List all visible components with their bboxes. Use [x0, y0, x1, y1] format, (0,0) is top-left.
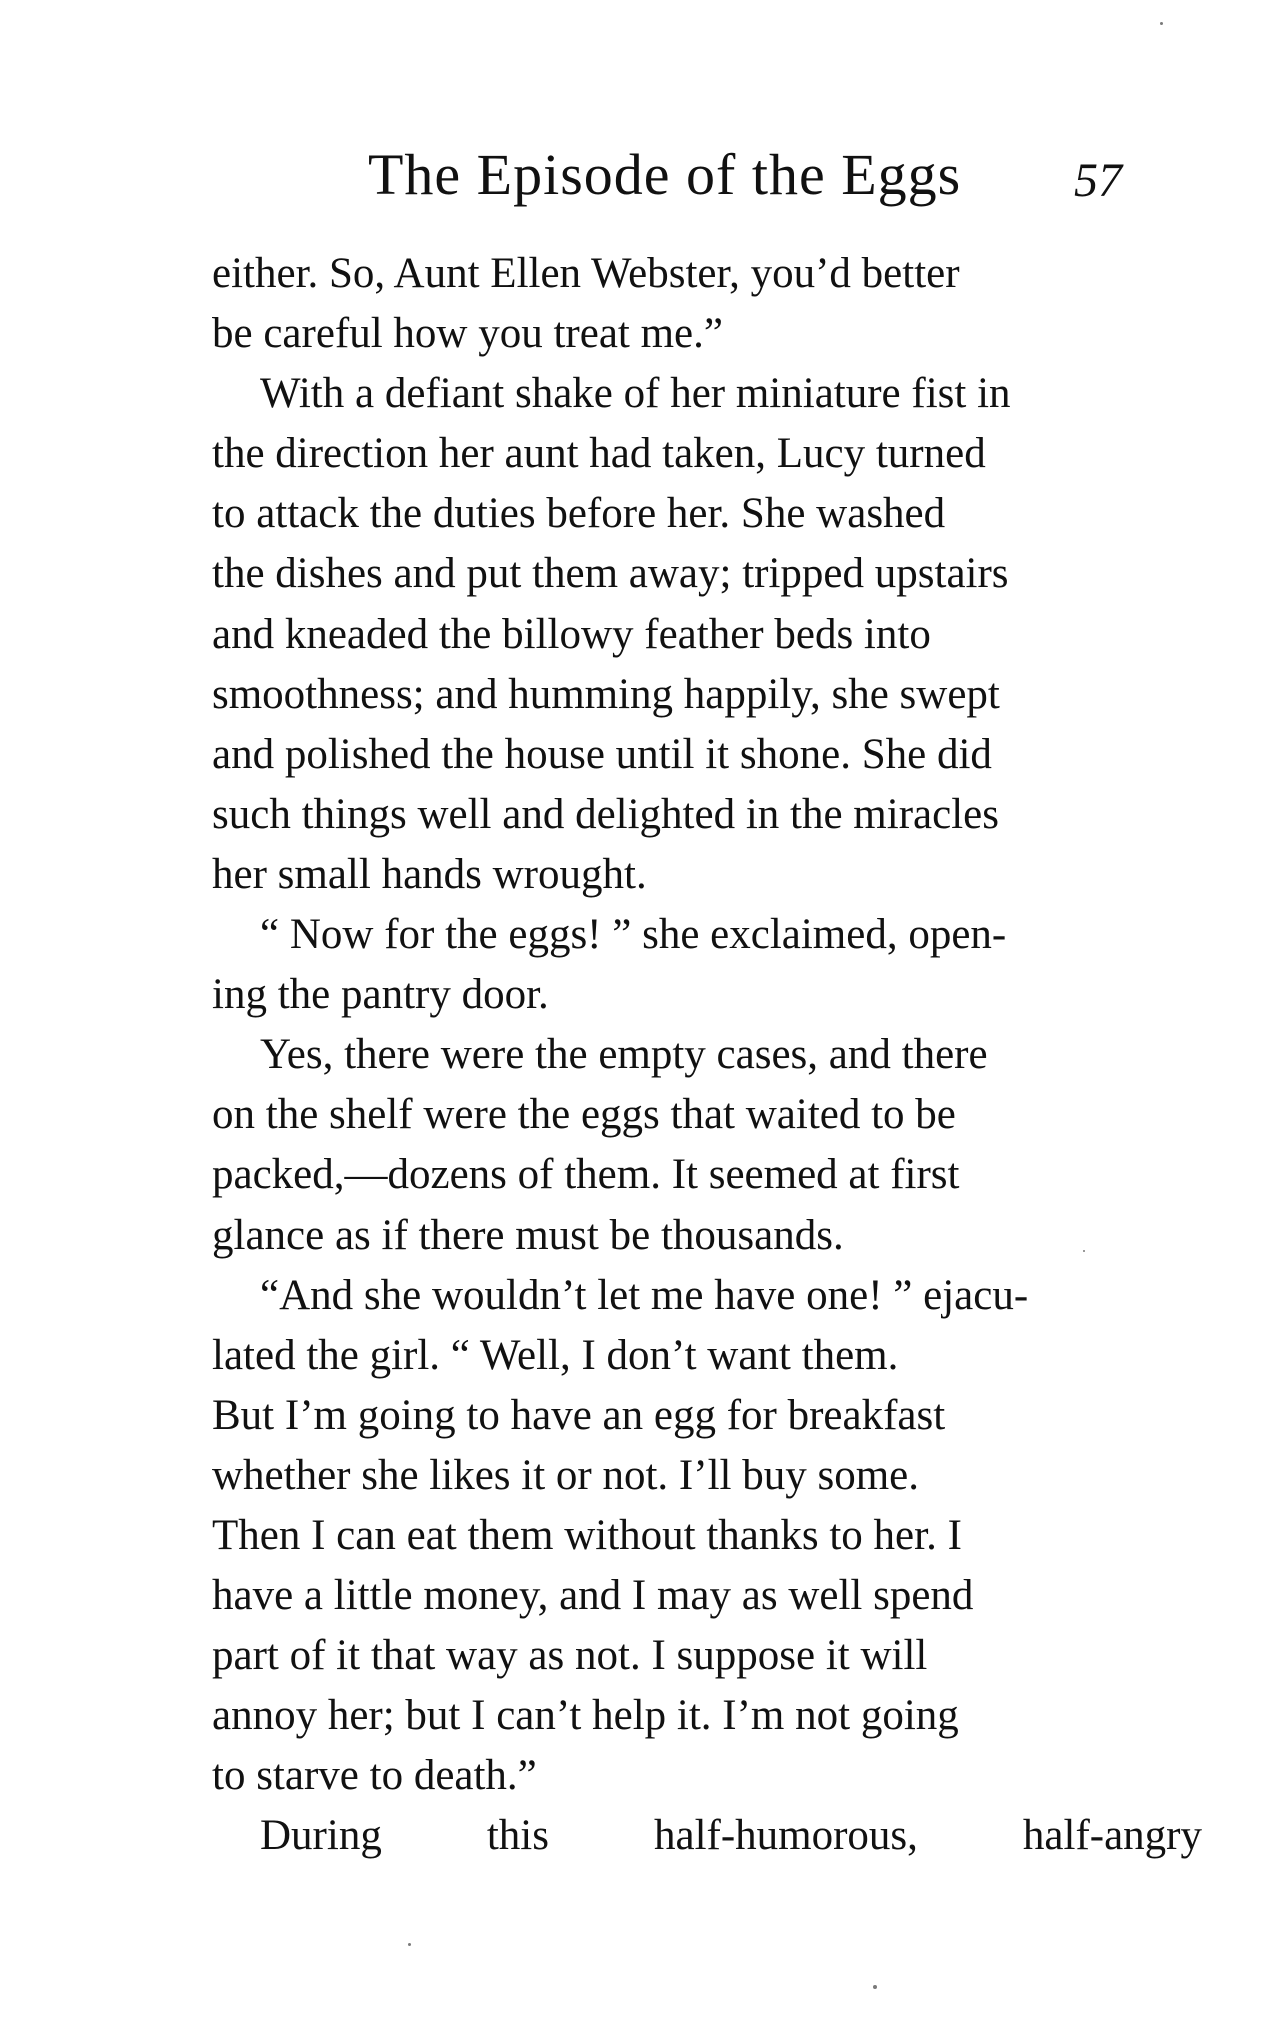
paragraph	[212, 905, 1202, 1025]
text-line: “ Now for the eggs! ” she exclaimed, open-	[260, 911, 1007, 959]
text-line: and polished the house until it shone. She did	[212, 730, 992, 778]
text-line: During this half-humorous, half-angry	[260, 1812, 1202, 1860]
scan-speck	[873, 1985, 877, 1989]
text-line: whether she likes it or not. I’ll buy some.	[212, 1451, 919, 1499]
scan-speck	[1083, 1250, 1085, 1252]
paragraph	[212, 1025, 1202, 1265]
text-line: such things well and delighted in the miracles	[212, 790, 999, 838]
text-line: and kneaded the billowy feather beds into	[212, 610, 931, 658]
text-line: have a little money, and I may as well spend	[212, 1572, 974, 1620]
text-line: lated the girl. “ Well, I don’t want them.	[212, 1331, 899, 1379]
text-line: Yes, there were the empty cases, and there	[260, 1031, 988, 1079]
text-line: packed,—dozens of them. It seemed at first	[212, 1151, 960, 1199]
body-text	[212, 244, 1202, 1867]
text-line: part of it that way as not. I suppose it will	[212, 1632, 928, 1680]
text-line: the dishes and put them away; tripped upstairs	[212, 550, 1009, 598]
paragraph	[212, 364, 1202, 905]
running-title: The Episode of the Eggs	[368, 142, 962, 207]
paragraph	[212, 244, 1202, 364]
paragraph	[212, 1806, 1202, 1866]
text-line: the direction her aunt had taken, Lucy turned	[212, 430, 986, 478]
text-line: annoy her; but I can’t help it. I’m not going	[212, 1692, 959, 1740]
page-number: 57	[1074, 154, 1122, 207]
scan-speck	[1160, 22, 1163, 25]
scan-speck	[408, 1943, 411, 1946]
text-line: But I’m going to have an egg for breakfast	[212, 1391, 946, 1439]
text-line: to starve to death.”	[212, 1752, 537, 1800]
text-line: to attack the duties before her. She washed	[212, 490, 946, 538]
running-head	[210, 140, 1210, 210]
paragraph	[212, 1266, 1202, 1807]
text-line: glance as if there must be thousands.	[212, 1211, 844, 1259]
text-line: her small hands wrought.	[212, 850, 647, 898]
text-line: be careful how you treat me.”	[212, 310, 723, 358]
text-line: on the shelf were the eggs that waited to be	[212, 1091, 956, 1139]
text-line: either. So, Aunt Ellen Webster, you’d better	[212, 250, 960, 297]
text-line: “And she wouldn’t let me have one! ” ejacu-	[260, 1271, 1029, 1319]
text-line: smoothness; and humming happily, she swept	[212, 670, 1000, 718]
text-line: ing the pantry door.	[212, 971, 549, 1019]
text-line: With a defiant shake of her miniature fist in	[260, 370, 1011, 418]
text-line: Then I can eat them without thanks to her. I	[212, 1511, 962, 1559]
